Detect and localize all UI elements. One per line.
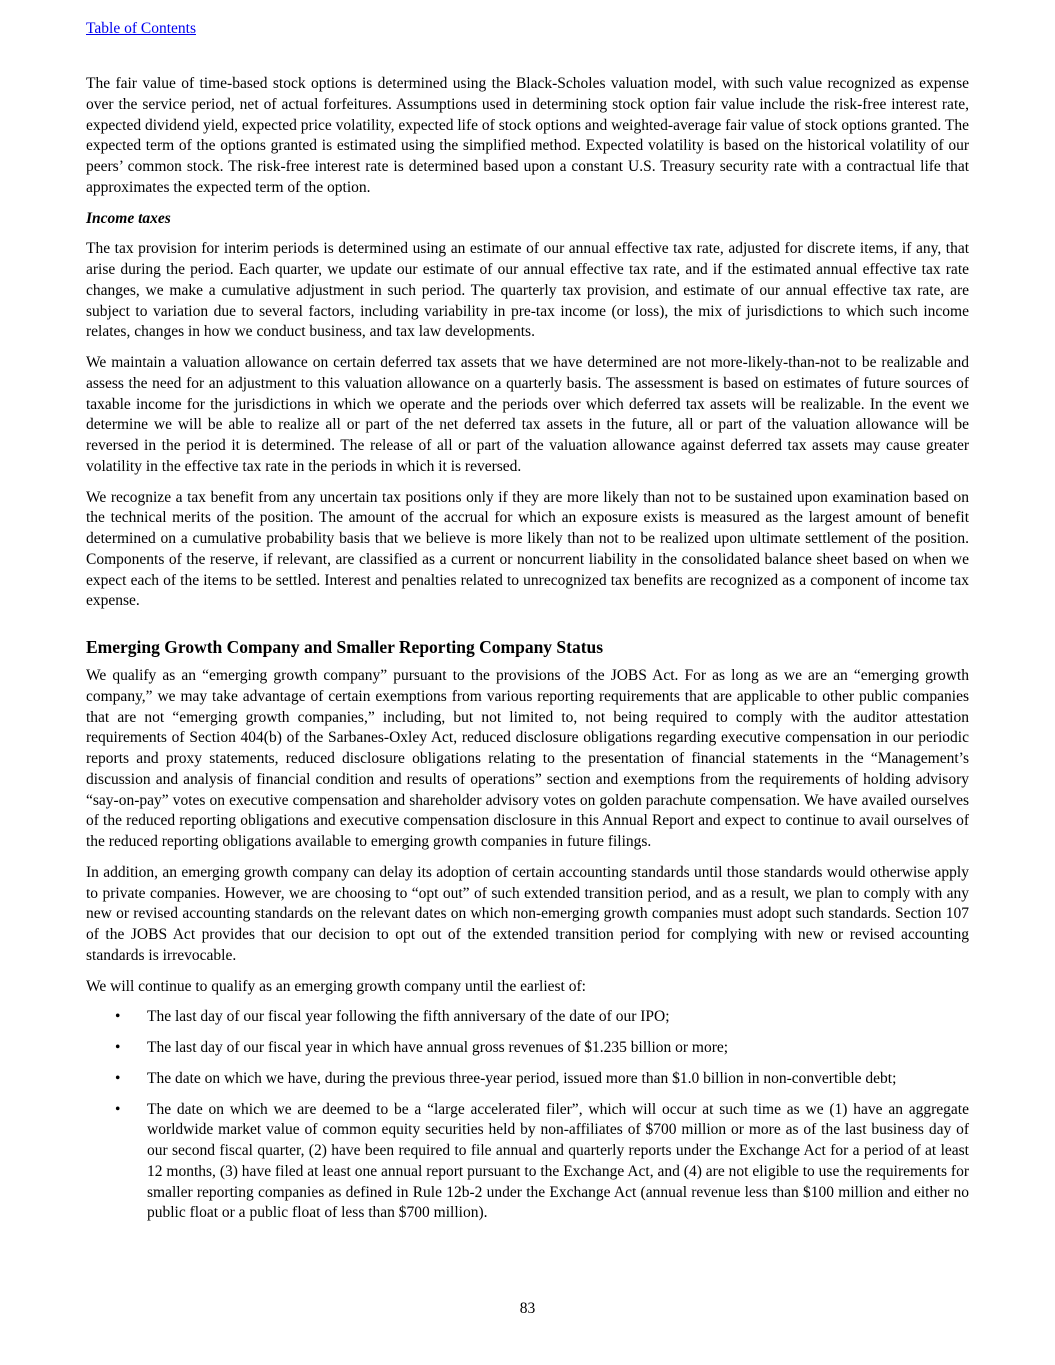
paragraph-egc-earliest: We will continue to qualify as an emerging growth company until the earliest of: xyxy=(86,977,586,995)
paragraph-valuation-allowance: We maintain a valuation allowance on certain deferred tax assets that we have determined are not more-likely-than-not to be realizable and assess the need for an adjustment to this valuation allowance on a quarterly basis. The assessment is based on estimates of future sources of taxable income for the jurisdictions in which we operate and the periods over which deferred tax assets will be realizable. In the event we determine we will be able to realize all or part of the net deferred tax assets in the future, all or part of the valuation allowance will be reversed in the period it is determined. The release of all or part of the valuation allowance against deferred tax assets may cause greater volatility in the effective tax rate in the periods in which it is reversed. xyxy=(86,354,969,475)
paragraph-uncertain-tax: We recognize a tax benefit from any uncertain tax positions only if they are more likely than not to be sustained upon examination based on the technical merits of the position. The amount of the accrual for which an exposure exists is measured as the largest amount of benefit determined on a cumulative probability basis that we believe is more likely than not to be realized upon ultimate settlement of the position. Components of the reserve, if relevant, are classified as a current or noncurrent liability in the consolidated balance sheet based on when we expect each of the items to be settled. Interest and penalties related to unrecognized tax benefits are recognized as a component of income tax expense. xyxy=(86,488,969,610)
list-item-text: The last day of our fiscal year following the fifth anniversary of the date of our IPO; xyxy=(147,1008,670,1026)
bullet-icon: • xyxy=(115,1008,121,1026)
list-item-text: The last day of our fiscal year in which have annual gross revenues of $1.235 billion or more; xyxy=(147,1039,729,1056)
paragraph-egc-qualify: We qualify as an “emerging growth company” pursuant to the provisions of the JOBS Act. For as long as we are an “emerging growth company,” we may take advantage of certain exemptions from various reporting requirements that are applicable to other public companies that are not “emerging growth companies,” including, but not limited to, not being required to comply with the auditor attestation requirements of Section 404(b) of the Sarbanes-Oxley Act, reduced disclosure obligations regarding executive compensation in our periodic reports and proxy statements, reduced disclosure obligations relating to the presentation of financial statements in the “Management’s discussion and analysis of financial condition and results of operations” section and exemptions from the requirements of holding advisory “say-on-pay” votes on executive compensation and shareholder advisory votes on golden parachute compensation. We have availed ourselves of the reduced reporting obligations and executive compensation disclosure in this Annual Report and expect to continue to avail ourselves of the reduced reporting obligations available to emerging growth companies in future filings. xyxy=(86,667,969,850)
list-item-text: The date on which we are deemed to be a “large accelerated filer”, which will occur at such time as we (1) have an aggregate worldwide market value of common equity securities held by non-affiliates of $700 million or more as of the last business day of our second fiscal quarter, (2) have been required to file annual and quarterly reports under the Exchange Act for a period of at least 12 months, (3) have filed at least one annual report pursuant to the Exchange Act, and (4) are not eligible to use the requirements for smaller reporting companies as defined in Rule 12b-2 under the Exchange Act (annual revenue less than $100 million and either no public float or a public float of less than $700 million). xyxy=(147,1100,969,1222)
document-body xyxy=(86,74,969,1234)
bullet-icon: • xyxy=(115,1039,121,1056)
table-of-contents-link[interactable]: Table of Contents xyxy=(86,20,196,37)
bullet-icon: • xyxy=(115,1069,121,1087)
list-item xyxy=(86,1100,969,1225)
egc-heading: Emerging Growth Company and Smaller Reporting Company Status xyxy=(86,637,604,657)
list-item xyxy=(86,1069,969,1090)
page-number: 83 xyxy=(519,1300,536,1317)
income-taxes-heading: Income taxes xyxy=(86,209,171,227)
paragraph-tax-provision: The tax provision for interim periods is determined using an estimate of our annual effective tax rate, adjusted for discrete items, if any, that arise during the period. Each quarter, we update our estimate of our annual effective tax rate, and if the estimated annual effective tax rate changes, we make a cumulative adjustment in such period. The quarterly tax provision, and estimate of our annual effective tax rate, are subject to variation due to several factors, including variability in pre-tax income (or loss), the mix of jurisdictions to which such income relates, changes in how we conduct business, and tax law developments. xyxy=(86,240,969,341)
egc-criteria-list xyxy=(86,1007,969,1224)
list-item xyxy=(86,1038,969,1059)
paragraph-stock-options: The fair value of time-based stock options is determined using the Black-Scholes valuation model, with such value recognized as expense over the service period, net of actual forfeitures. Assumptions used in determining stock option fair value include the risk-free interest rate, expected dividend yield, expected price volatility, expected life of stock options and weighted-average fair value of stock options granted. The expected term of the options granted is estimated using the simplified method. Expected volatility is based on the historical volatility of our peers’ common stock. The risk-free interest rate is determined based upon a constant U.S. Treasury security rate with a contractual life that approximates the expected term of the option. xyxy=(86,75,969,196)
bullet-icon: • xyxy=(115,1100,121,1118)
list-item-text: The date on which we have, during the previous three-year period, issued more than $1.0 billion in non-convertible debt; xyxy=(147,1069,897,1087)
paragraph-egc-standards: In addition, an emerging growth company can delay its adoption of certain accounting standards until those standards would otherwise apply to private companies. However, we are choosing to “opt out” of such extended transition period, and as a result, we plan to comply with any new or revised accounting standards on the relevant dates on which non-emerging growth companies must adopt such standards. Section 107 of the JOBS Act provides that our decision to opt out of the extended transition period for complying with new or revised accounting standards is irrevocable. xyxy=(86,863,969,964)
list-item xyxy=(86,1007,969,1028)
